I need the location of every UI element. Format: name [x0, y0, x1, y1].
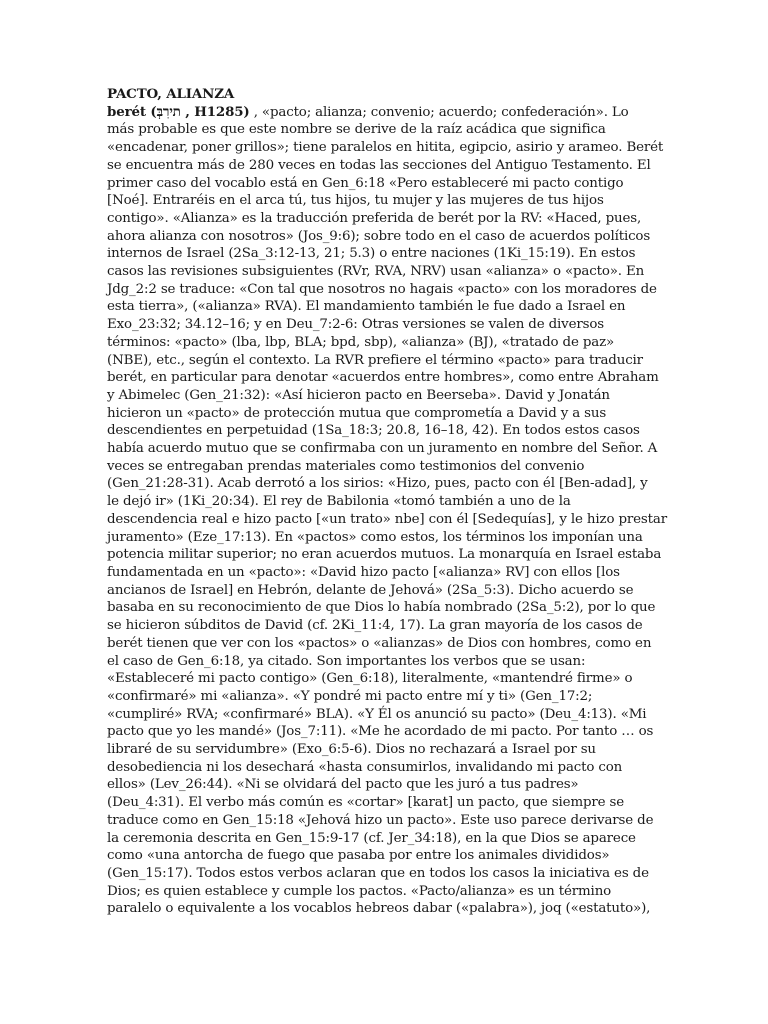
entry-line-14: (NBE), etc., según el contexto. La RVR prefiere el término «pacto» para traducir: [107, 352, 643, 368]
entry-line-4: primer caso del vocablo está en Gen_6:18 «Pero estableceré mi pacto contigo: [107, 175, 624, 191]
entry-line-39: (Deu_4:31). El verbo más común es «cortar» [karat] un pacto, que siempre se: [107, 795, 625, 811]
entry-line-13: términos: «pacto» (lba, lbp, BLA; bpd, sbp), «alianza» (BJ), «tratado de paz»: [107, 334, 615, 350]
entry-line-1: más probable es que este nombre se derive de la raíz acádica que significa: [107, 122, 606, 138]
entry-line-12: Exo_23:32; 34.12–16; y en Deu_7:2-6: Otras versiones se valen de diversos: [107, 317, 604, 333]
entry-line-25: potencia militar superior; no eran acuerdos mutuos. La monarquía en Israel estaba: [107, 547, 662, 563]
entry-line-16: y Abimelec (Gen_21:32): «Así hicieron pacto en Beerseba». David y Jonatán: [107, 387, 610, 403]
entry-line-10: Jdg_2:2 se traduce: «Con tal que nosotros no hagais «pacto» con los moradores de: [107, 281, 657, 297]
entry-line-38: ellos» (Lev_26:44). «Ni se olvidará del pacto que les juró a tus padres»: [107, 777, 579, 793]
entry-line-28: basaba en su reconocimiento de que Dios lo había nombrado (2Sa_5:2), por lo que: [107, 600, 656, 616]
entry-line-34: «cumpliré» RVA; «confirmaré» BLA). «Y Él os anunció su pacto» (Deu_4:13). «Mi: [107, 706, 647, 722]
entry-line-24: juramento» (Eze_17:13). En «pactos» como estos, los términos los imponían una: [107, 529, 643, 545]
entry-line-9: casos las revisiones subsiguientes (RVr, RVA, NRV) usan «alianza» o «pacto». En: [107, 264, 645, 280]
entry-line-27: ancianos de Israel] en Hebrón, delante de Jehová» (2Sa_5:3). Dicho acuerdo se: [107, 582, 634, 598]
entry-line-2: «encadenar, poner grillos»; tiene paralelos en hitita, egipcio, asirio y arameo. Berét: [107, 140, 664, 156]
entry-line-29: se hicieron súbditos de David (cf. 2Ki_11:4, 17). La gran mayoría de los casos de: [107, 618, 643, 634]
entry-line-15: berét, en particular para denotar «acuerdos entre hombres», como entre Abraham: [107, 370, 659, 386]
dictionary-entry: [107, 86, 667, 918]
entry-line-42: como «una antorcha de fuego que pasaba por entre los animales divididos»: [107, 848, 610, 864]
entry-line-18: descendientes en perpetuidad (1Sa_18:3; 20.8, 16–18, 42). En todos estos casos: [107, 423, 640, 439]
entry-line-45: paralelo o equivalente a los vocablos hebreos dabar («palabra»), joq («estatuto»),: [107, 901, 651, 917]
entry-title: PACTO, ALIANZA: [107, 86, 235, 102]
entry-line-21: (Gen_21:28-31). Acab derrotó a los sirios: «Hizo, pues, pacto con él [Ben-adad], y: [107, 476, 648, 492]
entry-line-33: «confirmaré» mi «alianza». «Y pondré mi pacto entre mí y ti» (Gen_17:2;: [107, 688, 593, 704]
entry-line-20: veces se entregaban prendas materiales como testimonios del convenio: [107, 458, 585, 474]
entry-line-22: le dejó ir» (1Ki_20:34). El rey de Babilonia «tomó también a uno de la: [107, 494, 571, 510]
entry-line-6: contigo». «Alianza» es la traducción preferida de berét por la RV: «Haced, pues,: [107, 210, 642, 226]
entry-line-0: [107, 104, 663, 122]
entry-line-44: Dios; es quien establece y cumple los pactos. «Pacto/alianza» es un término: [107, 883, 612, 899]
entry-line-8: internos de Israel (2Sa_3:12-13, 21; 5.3) o entre naciones (1Ki_15:19). En estos: [107, 246, 636, 262]
entry-body: [107, 103, 667, 918]
entry-headword: berét (תירִבְּ , H1285): [107, 103, 250, 120]
entry-line-5: [Noé]. Entraréis en el arca tú, tus hijos, tu mujer y las mujeres de tus hijos: [107, 193, 604, 209]
entry-line-19: había acuerdo mutuo que se confirmaba con un juramento en nombre del Señor. A: [107, 441, 658, 457]
entry-line-37: desobediencia ni los desechará «hasta consumirlos, invalidando mi pacto con: [107, 759, 623, 775]
entry-line-43: (Gen_15:17). Todos estos verbos aclaran que en todos los casos la iniciativa es de: [107, 865, 649, 881]
entry-line-40: traduce como en Gen_15:18 «Jehová hizo un pacto». Este uso parece derivarse de: [107, 812, 654, 828]
entry-line-0-text: , «pacto; alianza; convenio; acuerdo; confederación». Lo: [249, 104, 629, 120]
entry-line-23: descendencia real e hizo pacto [«un trato» nbe] con él [Sedequías], y le hizo prestar: [107, 511, 667, 527]
entry-line-41: la ceremonia descrita en Gen_15:9-17 (cf. Jer_34:18), en la que Dios se aparece: [107, 830, 636, 846]
entry-line-11: esta tierra», («alianza» RVA). El mandamiento también le fue dado a Israel en: [107, 299, 626, 315]
entry-line-35: pacto que yo les mandé» (Jos_7:11). «Me he acordado de mi pacto. Por tanto … os: [107, 724, 654, 740]
entry-line-30: berét tienen que ver con los «pactos» o «alianzas» de Dios con hombres, como en: [107, 635, 652, 651]
entry-line-32: «Estableceré mi pacto contigo» (Gen_6:18), literalmente, «mantendré firme» o: [107, 671, 633, 687]
entry-line-26: fundamentada en un «pacto»: «David hizo pacto [«alianza» RV] con ellos [los: [107, 564, 620, 580]
entry-line-7: ahora alianza con nosotros» (Jos_9:6); sobre todo en el caso de acuerdos políticos: [107, 228, 651, 244]
entry-line-31: el caso de Gen_6:18, ya citado. Son importantes los verbos que se usan:: [107, 653, 586, 669]
entry-line-36: libraré de su servidumbre» (Exo_6:5-6). Dios no rechazará a Israel por su: [107, 742, 596, 758]
entry-line-3: se encuentra más de 280 veces en todas las secciones del Antiguo Testamento. El: [107, 157, 651, 173]
entry-line-17: hicieron un «pacto» de protección mutua que comprometía a David y a sus: [107, 405, 607, 421]
